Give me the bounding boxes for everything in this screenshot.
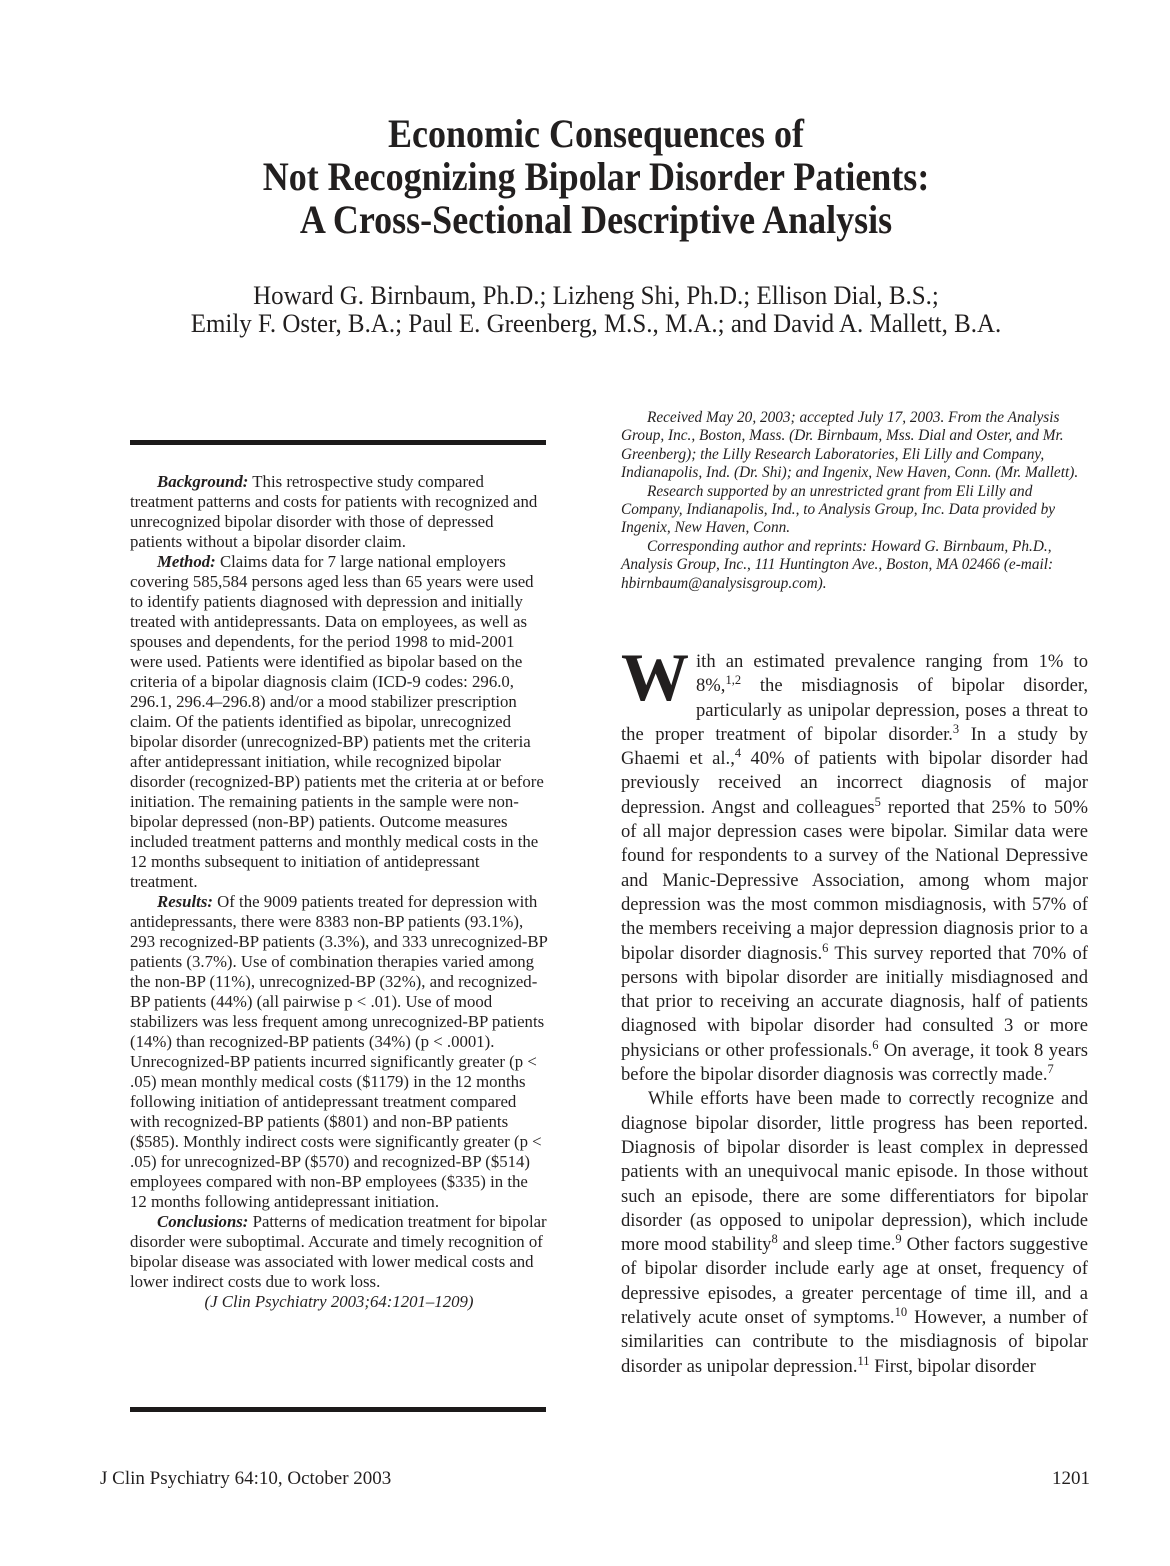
section-text: Claims data for 7 large national employers covering 585,584 persons aged less than 65 years were used to identify patients diagnosed with depression and initially treated with antidepressants. Data on employees, as well as spouses and dependents, for the period 1998 to mid-2001 were used. Patients were identified as bipolar based on the criteria of a bipolar diagnosis claim (ICD-9 codes: 296.0, 296.1, 296.4–296.8) and/or a mood stabilizer prescription claim. Of the patients identified as bipolar, unrecognized bipolar disorder (unrecognized-BP) patients met the criteria after antidepressant initiation, while recognized bipolar disorder (recognized-BP) patients met the criteria at or before initiation. The remaining patients in the sample were non-bipolar depressed (non-BP) patients. Outcome measures included treatment patterns and monthly medical costs in the 12 months subsequent to initiation of antidepressant treatment. xyxy=(130,552,544,891)
title-line-1: Economic Consequences of xyxy=(388,111,804,156)
paragraph-text: Other factors suggestive of bipolar disorder include early age at onset, frequency of depressive episodes, a greater percentage of time ill, and a relatively acute onset of symptoms. xyxy=(621,1234,1088,1329)
paragraph-text: While efforts have been made to correctly recognize and diagnose bipolar disorder, little progress has been reported. Diagnosis of bipolar disorder is least complex in depressed patients with an unequivocal manic episode. In those without such an episode, there are some differentiators for bipolar disorder (as opposed to unipolar depression), which include more mood stability xyxy=(621,1088,1088,1256)
affiliation-note xyxy=(621,409,1088,593)
abstract-results xyxy=(130,892,548,1212)
paragraph-text: reported that 25% to 50% of all major depression cases were bipolar. Similar data were found for respondents to a survey of the National Depressive and Manic-Depressive Association, among whom major depression was the most common misdiagnosis, with 57% of the members receiving a major depression diagnosis prior to a bipolar disorder diagnosis. xyxy=(621,796,1088,964)
section-label: Conclusions: xyxy=(157,1212,249,1231)
support-note: Research supported by an unrestricted grant from Eli Lilly and Company, Indianapolis, Ind., to Analysis Group, Inc. Data provided by Ingenix, New Haven, Conn. xyxy=(621,482,1056,537)
section-label: Results: xyxy=(157,892,213,911)
reference-superscript: 8 xyxy=(771,1232,778,1247)
paragraph-text: In a study by Ghaemi et al., xyxy=(621,723,1088,770)
reference-superscript: 11 xyxy=(857,1353,870,1368)
received-note: Received May 20, 2003; accepted July 17, 2003. From the Analysis Group, Inc., Boston, Mass. (Dr. Birnbaum, Mss. Dial and Oster, and Mr. Greenberg); the Lilly Research Laboratories, Eli Lilly and Company, Indianapolis, Ind. (Dr. Shi); and Ingenix, New Haven, Conn. (Mr. Mallett). xyxy=(621,409,1079,482)
reference-superscript: 5 xyxy=(874,794,881,809)
reference-superscript: 7 xyxy=(1047,1062,1054,1077)
paragraph-text: However, a number of similarities can contribute to the misdiagnosis of bipolar disorder as unipolar depression. xyxy=(621,1307,1088,1377)
authors-line-1: Howard G. Birnbaum, Ph.D.; Lizheng Shi, Ph.D.; Ellison Dial, B.S.; xyxy=(253,281,939,310)
paragraph-text: ith an estimated prevalence ranging from 1% to 8%, xyxy=(696,651,1088,697)
footer-journal-info: J Clin Psychiatry 64:10, October 2003 xyxy=(100,1468,392,1489)
paragraph-text: and sleep time. xyxy=(777,1234,896,1256)
section-label: Method: xyxy=(157,552,216,571)
paragraph-text: First, bipolar disorder xyxy=(869,1355,1036,1377)
abstract-method xyxy=(130,552,548,892)
paragraph-text: the misdiagnosis of bipolar disorder, particularly as unipolar depression, poses a threat to the proper treatment of bipolar disorder. xyxy=(621,675,1088,745)
reference-superscript: 1,2 xyxy=(725,673,742,688)
title-line-2: Not Recognizing Bipolar Disorder Patients: xyxy=(262,154,930,199)
section-label: Background: xyxy=(157,472,249,491)
authors xyxy=(116,282,1076,338)
section-text: This retrospective study compared treatment patterns and costs for patients with recognized and unrecognized bipolar disorder with those of depressed patients without a bipolar disorder claim. xyxy=(130,472,538,551)
drop-cap: W xyxy=(621,639,689,715)
abstract-bottom-rule xyxy=(130,1407,546,1412)
reference-superscript: 9 xyxy=(895,1232,902,1247)
reference-superscript: 6 xyxy=(872,1037,879,1052)
reference-superscript: 4 xyxy=(734,746,742,761)
abstract-top-rule xyxy=(130,440,546,445)
reference-superscript: 10 xyxy=(894,1305,908,1320)
paragraph-text: This survey reported that 70% of persons with bipolar disorder are initially misdiagnosed and that prior to receiving an accurate diagnosis, half of patients diagnosed with bipolar disorder had consulted 3 or more physicians or other professionals. xyxy=(621,942,1088,1061)
article-title xyxy=(146,112,1046,241)
footer-page-number: 1201 xyxy=(1052,1468,1090,1489)
authors-line-2: Emily F. Oster, B.A.; Paul E. Greenberg, M.S., M.A.; and David A. Mallett, B.A. xyxy=(190,309,1002,338)
section-text: Patterns of medication treatment for bipolar disorder were suboptimal. Accurate and timely recognition of bipolar disease was associated with lower medical costs and lower indirect costs due to work loss. xyxy=(130,1212,547,1291)
section-text: Of the 9009 patients treated for depression with antidepressants, there were 8383 non-BP patients (93.1%), 293 recognized-BP patients (3.3%), and 333 unrecognized-BP patients (3.7%). Use of combination therapies varied among the non-BP (11%), unrecognized-BP (32%), and recognized-BP patients (44%) (all pairwise p < .01). Use of mood stabilizers was less frequent among unrecognized-BP patients (14%) than recognized-BP patients (34%) (p < .0001). Unrecognized-BP patients incurred significantly greater (p < .05) mean monthly medical costs ($1179) in the 12 months following initiation of antidepressant treatment compared with recognized-BP patients ($801) and non-BP patients ($585). Monthly indirect costs were significantly greater (p < .05) for unrecognized-BP ($570) and recognized-BP ($514) employees compared with non-BP employees ($335) in the 12 months following antidepressant initiation. xyxy=(130,892,548,1211)
page-footer xyxy=(100,1468,1090,1490)
introduction-text xyxy=(621,639,1088,1379)
abstract xyxy=(130,472,548,1312)
paragraph-text: On average, it took 8 years before the bipolar disorder diagnosis was correctly made. xyxy=(621,1039,1088,1086)
paragraph-text: 40% of patients with bipolar disorder had previously received an incorrect diagnosis of major depression. Angst and colleagues xyxy=(621,748,1088,818)
abstract-background xyxy=(130,472,548,552)
journal-citation: (J Clin Psychiatry 2003;64:1201–1209) xyxy=(204,1292,474,1311)
correspondence-note: Corresponding author and reprints: Howard G. Birnbaum, Ph.D., Analysis Group, Inc., 111 Huntington Ave., Boston, MA 02466 (e-mail: hbirnbaum@analysisgroup.com). xyxy=(621,537,1054,592)
title-line-3: A Cross-Sectional Descriptive Analysis xyxy=(299,197,893,242)
intro-paragraph-1 xyxy=(621,639,1088,1087)
reference-superscript: 3 xyxy=(952,721,960,736)
reference-superscript: 6 xyxy=(822,940,829,955)
intro-paragraph-2 xyxy=(621,1087,1088,1379)
abstract-conclusions xyxy=(130,1212,548,1292)
